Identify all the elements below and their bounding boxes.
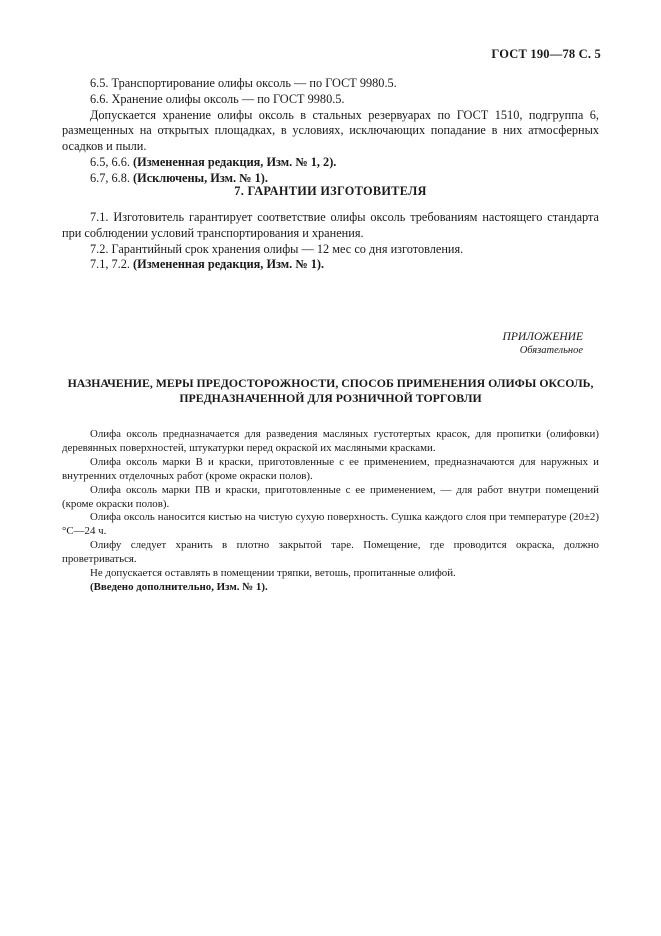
paragraph-7-2: 7.2. Гарантийный срок хранения олифы — 12 мес со дня изготовления. bbox=[90, 241, 464, 256]
section-6-block bbox=[62, 76, 599, 187]
appendix-paragraph-6: Не допускается оставлять в помещении тряпки, ветошь, пропитанные олифой. bbox=[90, 567, 456, 580]
note-prefix: 7.1, 7.2. bbox=[90, 257, 134, 272]
appendix-paragraph-1: Олифа оксоль предназначается для разведения масляных густотертых красок, для пропитки (олифовки) деревянных поверхностей, штукатурки перед окраской их масляными красками. bbox=[62, 428, 599, 454]
page-header: ГОСТ 190—78 С. 5 bbox=[491, 47, 601, 61]
amendment-note: (Измененная редакция, Изм. № 1). bbox=[133, 257, 325, 272]
paragraph-6-5: 6.5. Транспортирование олифы оксоль — по ГОСТ 9980.5. bbox=[90, 76, 397, 90]
appendix-body bbox=[62, 428, 599, 595]
section-7-block bbox=[62, 210, 599, 273]
amendment-note: (Введено дополнительно, Изм. № 1). bbox=[90, 580, 268, 593]
paragraph-6-6: 6.6. Хранение олифы оксоль — по ГОСТ 9980.5. bbox=[90, 91, 345, 106]
paragraph-6-5-6-6-note bbox=[62, 155, 599, 171]
paragraph-6-6-storage: Допускается хранение олифы оксоль в стальных резервуарах по ГОСТ 1510, подгруппа 6, размещенных на открытых площадках, в условиях, исключающих попадание в них атмосферных осадков и пыли. bbox=[62, 107, 599, 154]
section-7-title: 7. ГАРАНТИИ ИЗГОТОВИТЕЛЯ bbox=[234, 184, 427, 198]
appendix-paragraph-2: Олифа оксоль марки В и краски, приготовленные с ее применением, предназначаются для наружных и внутренних отделочных работ (кроме окраски полов). bbox=[62, 455, 599, 482]
excluded-note: (Исключены, Изм. № 1). bbox=[133, 170, 268, 185]
appendix-amendment-note bbox=[62, 581, 599, 595]
note-prefix: 6.7, 6.8. bbox=[90, 170, 134, 185]
amendment-note: (Измененная редакция, Изм. № 1, 2). bbox=[133, 154, 337, 169]
appendix-title: НАЗНАЧЕНИЕ, МЕРЫ ПРЕДОСТОРОЖНОСТИ, СПОСОБ ПРИМЕНЕНИЯ ОЛИФЫ ОКСОЛЬ, ПРЕДНАЗНАЧЕННОЙ ДЛЯ РОЗНИЧНОЙ ТОРГОВЛИ bbox=[67, 376, 594, 405]
paragraph-7-1-7-2-note bbox=[62, 257, 599, 273]
appendix-paragraph-4: Олифа оксоль наносится кистью на чистую сухую поверхность. Сушка каждого слоя при температуре (20±2) °С—24 ч. bbox=[62, 511, 599, 538]
appendix-label: ПРИЛОЖЕНИЕ bbox=[502, 331, 583, 343]
note-prefix: 6.5, 6.6. bbox=[90, 154, 134, 169]
paragraph-7-1: 7.1. Изготовитель гарантирует соответствие олифы оксоль требованиям настоящего стандарта при соблюдении условий транспортирования и хранения. bbox=[62, 210, 599, 240]
appendix-paragraph-3: Олифа оксоль марки ПВ и краски, приготовленные с ее применением, — для работ внутри помещений (кроме окраски полов). bbox=[62, 483, 599, 510]
appendix-status: Обязательное bbox=[519, 345, 583, 356]
appendix-paragraph-5: Олифу следует хранить в плотно закрытой таре. Помещение, где проводится окраска, должно проветриваться. bbox=[62, 539, 599, 566]
